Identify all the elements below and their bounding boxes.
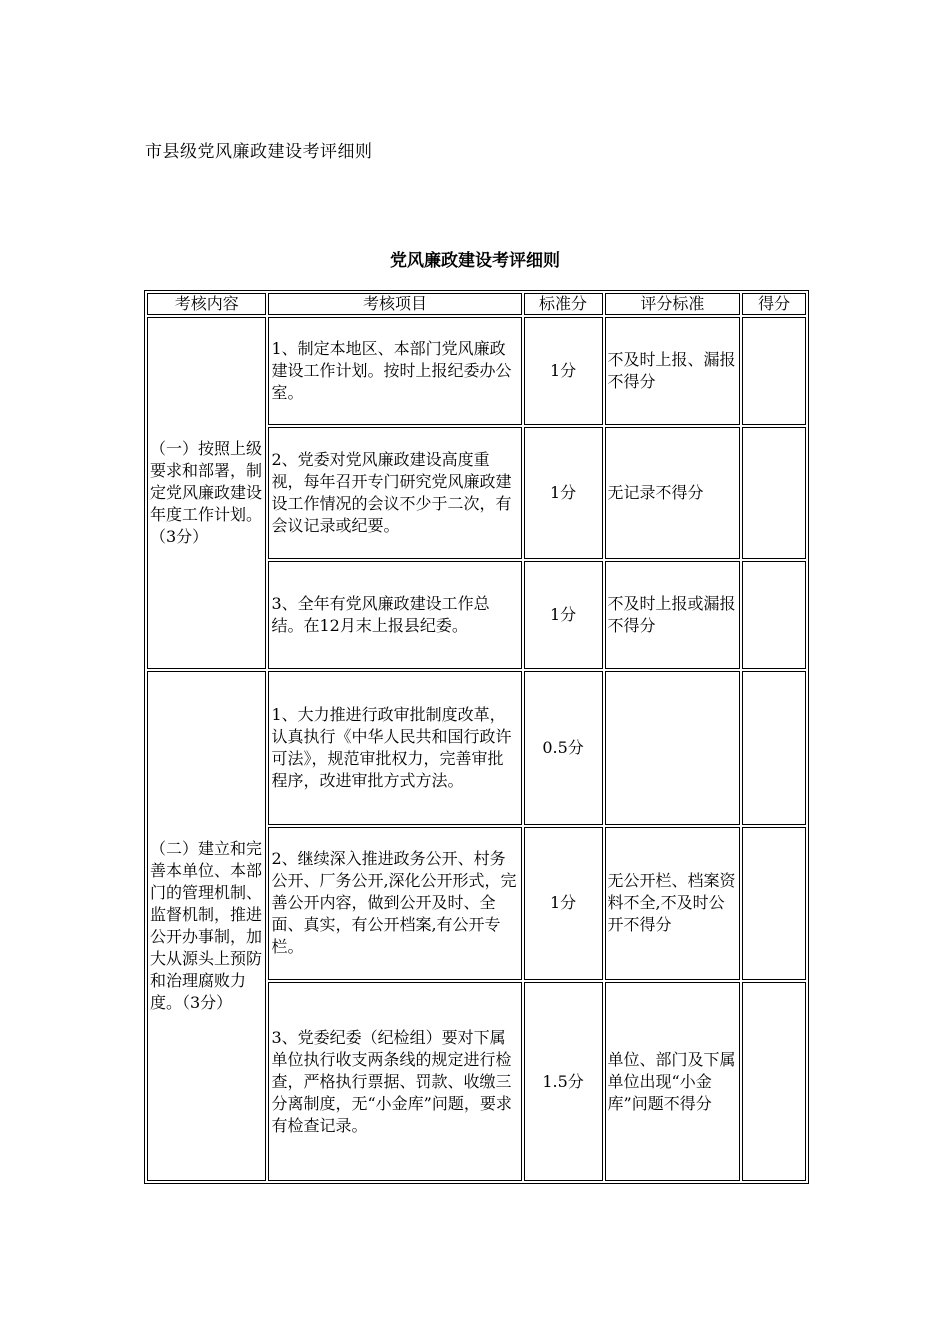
table-row xyxy=(147,671,806,825)
item-score: 1分 xyxy=(524,317,603,425)
header-standard-score: 标准分 xyxy=(524,293,603,315)
item-criteria: 不及时上报或漏报不得分 xyxy=(605,561,741,669)
item-points xyxy=(742,317,806,425)
section-content: （一）按照上级要求和部署，制定党风廉政建设年度工作计划。（3分） xyxy=(147,317,266,669)
table-title: 党风廉政建设考评细则 xyxy=(390,251,560,271)
item-project: 1、制定本地区、本部门党风廉政建设工作计划。按时上报纪委办公室。 xyxy=(268,317,521,425)
item-criteria: 无公开栏、档案资料不全,不及时公开不得分 xyxy=(605,827,741,981)
item-project: 1、大力推进行政审批制度改革，认真执行《中华人民共和国行政许可法》，规范审批权力，完善审批程序，改进审批方式方法。 xyxy=(268,671,521,825)
item-score: 1分 xyxy=(524,427,603,558)
evaluation-table xyxy=(144,290,809,1184)
item-project: 2、继续深入推进政务公开、村务公开、厂务公开,深化公开形式，完善公开内容，做到公开及时、全面、真实，有公开档案,有公开专栏。 xyxy=(268,827,521,981)
item-points xyxy=(742,561,806,669)
item-score: 1分 xyxy=(524,827,603,981)
table-row xyxy=(147,317,806,425)
item-project: 3、党委纪委（纪检组）要对下属单位执行收支两条线的规定进行检查，严格执行票据、罚款、收缴三分离制度，无“小金库”问题，要求有检查记录。 xyxy=(268,982,521,1181)
item-points xyxy=(742,982,806,1181)
item-criteria: 不及时上报、漏报不得分 xyxy=(605,317,741,425)
item-project: 3、全年有党风廉政建设工作总结。在12月末上报县纪委。 xyxy=(268,561,521,669)
item-score: 1分 xyxy=(524,561,603,669)
section-content: （二）建立和完善本单位、本部门的管理机制、监督机制，推进公开办事制，加大从源头上预防和治理腐败力度。（3分） xyxy=(147,671,266,1181)
item-points xyxy=(742,671,806,825)
table-header-row xyxy=(147,293,806,315)
item-points xyxy=(742,827,806,981)
header-content: 考核内容 xyxy=(147,293,266,315)
item-points xyxy=(742,427,806,558)
item-project: 2、党委对党风廉政建设高度重视，每年召开专门研究党风廉政建设工作情况的会议不少于二次，有会议记录或纪要。 xyxy=(268,427,521,558)
item-criteria: 单位、部门及下属单位出现“小金库”问题不得分 xyxy=(605,982,741,1181)
item-criteria xyxy=(605,671,741,825)
header-points: 得分 xyxy=(742,293,806,315)
document-title: 市县级党风廉政建设考评细则 xyxy=(145,142,373,162)
item-score: 0.5分 xyxy=(524,671,603,825)
header-project: 考核项目 xyxy=(268,293,521,315)
header-criteria: 评分标准 xyxy=(605,293,741,315)
item-criteria: 无记录不得分 xyxy=(605,427,741,558)
item-score: 1.5分 xyxy=(524,982,603,1181)
